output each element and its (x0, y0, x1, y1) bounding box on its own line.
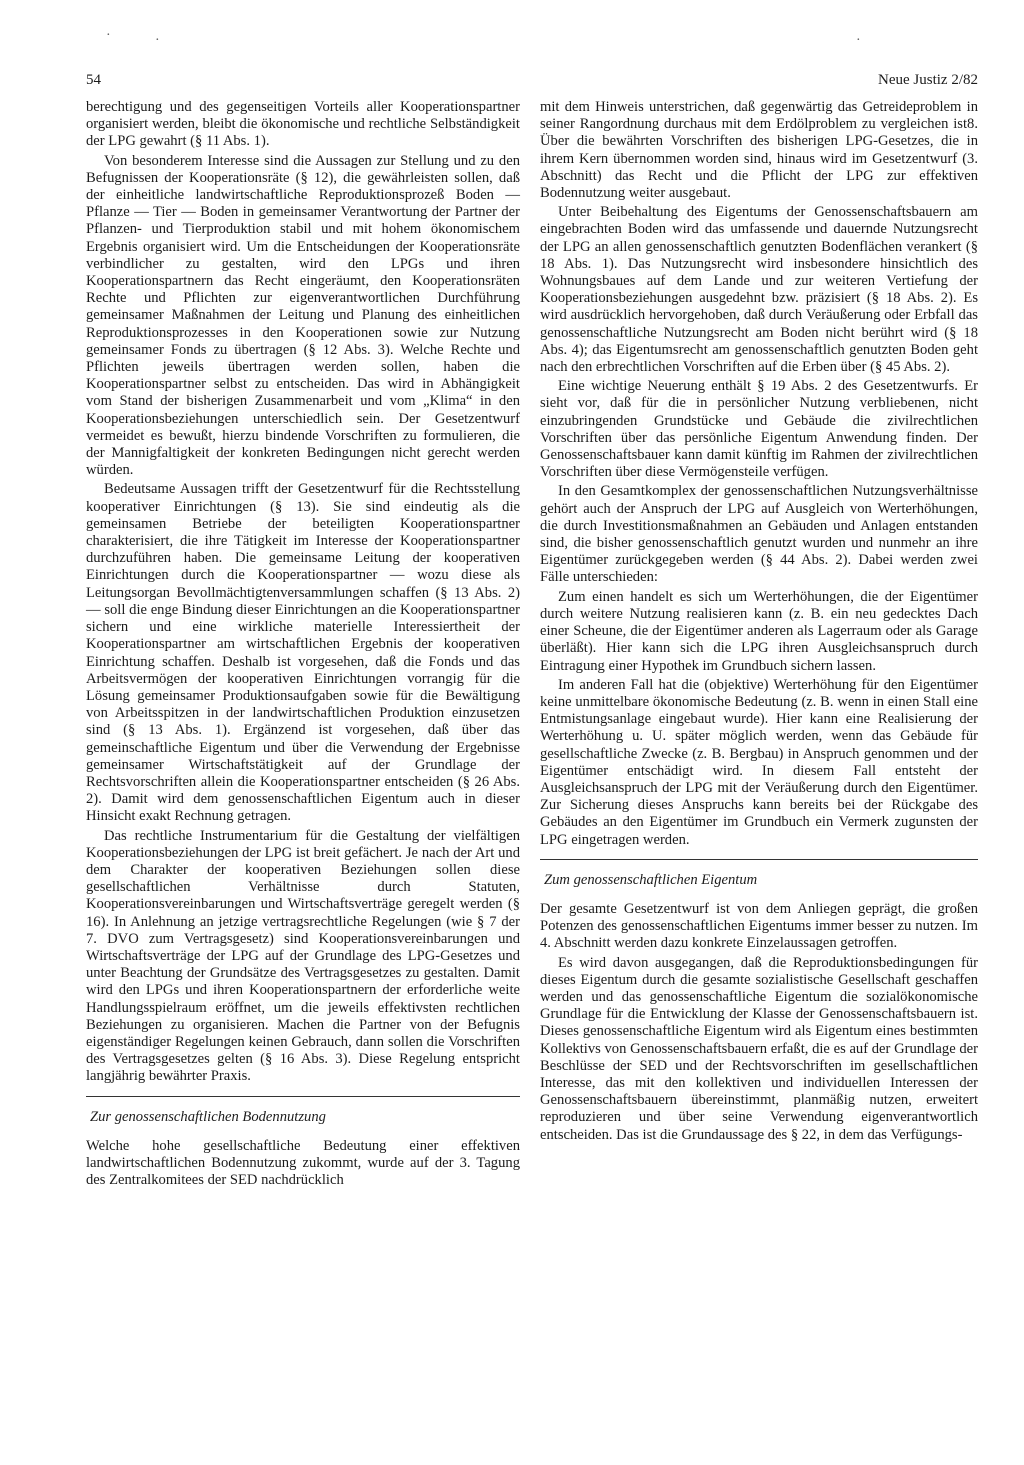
paragraph: Im anderen Fall hat die (objektive) Werterhöhung für den Eigentümer keine unmittelbare ökonomische Bedeutung (z. B. wenn in einen Stall eine Entmistungsanlage eingebaut wurde). Hier kann eine Realisierung der Werterhöhung u. U. später möglich werden, wenn das Gebäude für gesellschaftliche Zwecke (z. B. Bergbau) in Anspruch genommen und der Eigentümer entschädigt wird. In diesem Fall entsteht der Ausgleichsanspruch der LPG mit der Veräußerung durch den Eigentümer. Zur Sicherung dieses Anspruchs kann bereits bei der Rückgabe des Gebäudes an den Eigentümer im Grundbuch ein Vermerk zugunsten der LPG eingetragen werden. (540, 676, 978, 848)
journal-issue: Neue Justiz 2/82 (878, 72, 978, 88)
paragraph: In den Gesamtkomplex der genossenschaftlichen Nutzungsverhältnisse gehört auch der Anspruch der LPG auf Ausgleich von Werterhöhungen, die durch Investitionsmaßnahmen an Gebäuden und Anlagen entstanden sind, die bisher genossenschaftlich genutzt wurden und nunmehr an ihre Eigentümer zurückgegeben werden (§ 44 Abs. 2). Dabei werden zwei Fälle unterschieden: (540, 483, 978, 586)
paragraph: Es wird davon ausgegangen, daß die Reproduktionsbedingungen für dieses Eigentum durch die gesamte sozialistische Gesellschaft geschaffen werden und das genossenschaftliche Eigentum die sozialökonomische Grundlage für die Entwicklung der Klasse der Genossenschaftsbauern ist. Dieses genossenschaftliche Eigentum wird als Eigentum eines bestimmten Kollektivs von Genossenschaftsbauern erfaßt, die es auf der Grundlage der Beschlüsse der SED und der Rechtsvorschriften im gesellschaftlichen Interesse, das mit den kollektiven und individuellen Interessen der Genossenschaftsbauern übereinstimmt, planmäßig nutzen, erweitert reproduzieren und über seine Verwendung eigenverantwortlich entscheiden. Das ist die Grundaussage des § 22, in dem das Verfügungs- (540, 954, 978, 1143)
paragraph: Der gesamte Gesetzentwurf ist von dem Anliegen geprägt, die großen Potenzen des genossenschaftlichen Eigentums immer besser zu nutzen. Im 4. Abschnitt werden dazu konkrete Einzelaussagen getroffen. (540, 900, 978, 952)
paragraph: Unter Beibehaltung des Eigentums der Genossenschaftsbauern am eingebrachten Boden wird das umfassende und dauernde Nutzungsrecht der LPG an allen genossenschaftlich genutzten Bodenflächen verankert (§ 18 Abs. 1). Das Nutzungsrecht wird insbesondere hinsichtlich des Wohnungsbaues auf dem Lande und zur weiteren Vertiefung der Kooperationsbeziehungen ausgedehnt bzw. präzisiert (§ 18 Abs. 2). Es wird ausdrücklich hervorgehoben, daß durch Veräußerung oder Erbfall das genossenschaftliche Nutzungsrecht am Boden nicht berührt wird (§ 18 Abs. 4); das Eigentumsrecht am genossenschaftlich genutzten Boden geht nach den erbrechtlichen Vorschriften auf die Erben über (§ 45 Abs. 2). (540, 204, 978, 376)
paragraph: Von besonderem Interesse sind die Aussagen zur Stellung und zu den Befugnissen der Kooperationsräte (§ 12), die gewährleisten sollen, daß der einheitliche landwirtschaftliche Reproduktionsprozeß Boden — Pflanze — Tier — Boden in gemeinsamer Verantwortung der Partner der Pflanzen- und Tierproduktion stabil und mit hohem ökonomischem Ergebnis organisiert wird. Um die Entscheidungen der Kooperationsräte verbindlicher zu gestalten, wird den LPGs und ihren Kooperationspartnern das Recht eingeräumt, den Kooperationsräten Rechte und Pflichten zur eigenverantwortlichen Durchführung gemeinsamer Maßnahmen der Leitung und Planung des einheitlichen Reproduktionsprozesses in den Kooperationen sowie zur Nutzung gemeinsamer Fonds zu übertragen (§ 12 Abs. 3). Welche Rechte und Pflichten jeweils übertragen werden sollen, haben die Kooperationspartner selbst zu entscheiden. Das wird in Abhängigkeit vom Stand der bisherigen Zusammenarbeit und vom „Klima“ in den Kooperationsbeziehungen unterschiedlich sein. Der Gesetzentwurf vermeidet es bewußt, hierzu bindende Vorschriften zu formulieren, die der Mannigfaltigkeit der konkreten Bedingungen nicht gerecht werden würden. (86, 152, 520, 479)
page-header (86, 72, 978, 89)
paragraph: Bedeutsame Aussagen trifft der Gesetzentwurf für die Rechtsstellung kooperativer Einrichtungen (§ 13). Sie sind eindeutig als die gemeinsamen Betriebe der beteiligten Kooperationspartner charakterisiert, die ihre Tätigkeit im Interesse der Kooperationspartner durchzuführen haben. Die gemeinsame Leitung der kooperativen Einrichtungen durch die Kooperationspartner — wozu diese als Leitungsorgan Bevollmächtigtenversammlungen schaffen (§ 13 Abs. 2) — soll die enge Bindung dieser Einrichtungen an die Kooperationspartner sichern und eine wirkliche materielle Interessiertheit der Kooperationspartner am wirtschaftlichen Ergebnis der kooperativen Einrichtung schaffen. Deshalb ist vorgesehen, daß die Fonds und das Arbeitsvermögen der kooperativen Einrichtungen vorrangig für die Lösung gemeinsamer Produktionsaufgaben sowie für die Bewältigung von Arbeitsspitzen in der landwirtschaftlichen Produktion einzusetzen sind (§ 13 Abs. 1). Ergänzend ist vorgesehen, daß über das gemeinschaftliche Eigentum und über die Verwendung der Ergebnisse gemeinsamer Wirtschaftstätigkeit auf der Grundlage der Rechtsvorschriften allein die Kooperationspartner entscheiden (§ 26 Abs. 2). Damit wird dem genossenschaftlichen Eigentum auch in dieser Hinsicht exakt Rechnung getragen. (86, 481, 520, 825)
scan-speck: · (106, 28, 111, 43)
left-column (86, 99, 520, 1191)
page-number: 54 (86, 72, 101, 88)
right-column (540, 99, 978, 1146)
paragraph: berechtigung und des gegenseitigen Vorteils aller Kooperationspartner organisiert werden, bleibt die ökonomische und rechtliche Selbständigkeit der LPG gewahrt (§ 11 Abs. 1). (86, 99, 520, 150)
scan-speck: · (856, 33, 861, 48)
paragraph: Eine wichtige Neuerung enthält § 19 Abs. 2 des Gesetzentwurfs. Er sieht vor, daß für die in persönlicher Nutzung verbliebenen, nicht einzubringenden Grundstücke und Gebäude die zivilrechtlichen Vorschriften über das persönliche Eigentum Anwendung finden. Der Genossenschaftsbauer kann damit künftig im Rahmen der zivilrechtlichen Vorschriften über diese Vermögensteile verfügen. (540, 378, 978, 481)
scan-speck: · (155, 33, 160, 48)
paragraph: Zum einen handelt es sich um Werterhöhungen, die der Eigentümer durch weitere Nutzung realisieren kann (z. B. ein neu gedecktes Dach einer Scheune, die der Eigentümer anderen als Lagerraum oder als Garage überläßt). Hier kann sich die LPG ihren Ausgleichsanspruch durch Eintragung einer Hypothek im Grundbuch sichern lassen. (540, 588, 978, 674)
paragraph: Das rechtliche Instrumentarium für die Gestaltung der vielfältigen Kooperationsbeziehungen der LPG ist breit gefächert. Je nach der Art und dem Charakter der kooperativen Beziehungen sollen diese gesellschaftlichen Verhältnisse durch Statuten, Kooperationsvereinbarungen und Wirtschaftsverträge geregelt werden (§ 16). In Anlehnung an jetzige vertragsrechtliche Regelungen (wie § 7 der 7. DVO zum Vertragsgesetz) sind Kooperationsvereinbarungen und Wirtschaftsverträge der LPG auf der Grundlage des LPG-Gesetzes und unter Beachtung der Grundsätze des Vertragsgesetzes zu gestalten. Damit wird den LPGs und ihren Kooperationspartnern der erforderliche weite Handlungsspielraum eröffnet, um die jeweils effektivsten rechtlichen Beziehungen zu organisieren. Machen die Partner von der Befugnis eigenständiger Regelungen keinen Gebrauch, dann sollen die Vorschriften des Vertragsgesetzes gelten (§ 16 Abs. 3). Diese Regelung entspricht langjährig bewährter Praxis. (86, 827, 520, 1085)
paragraph: mit dem Hinweis unterstrichen, daß gegenwärtig das Getreideproblem in seiner Rangordnung durchaus mit dem Erdölproblem zu vergleichen ist8. Über die bewährten Vorschriften des bisherigen LPG-Gesetzes, die in ihrem Kern übernommen worden sind, hinaus wird im Gesetzentwurf (3. Abschnitt) das Recht und die Pflicht der LPG zur effektiven Bodennutzung weiter ausgebaut. (540, 99, 978, 202)
section-heading: Zur genossenschaftlichen Bodennutzung (86, 1096, 520, 1126)
paragraph: Welche hohe gesellschaftliche Bedeutung einer effektiven landwirtschaftlichen Bodennutzung zukommt, wurde auf der 3. Tagung des Zentralkomitees der SED nachdrücklich (86, 1137, 520, 1189)
section-heading: Zum genossenschaftlichen Eigentum (540, 859, 978, 889)
